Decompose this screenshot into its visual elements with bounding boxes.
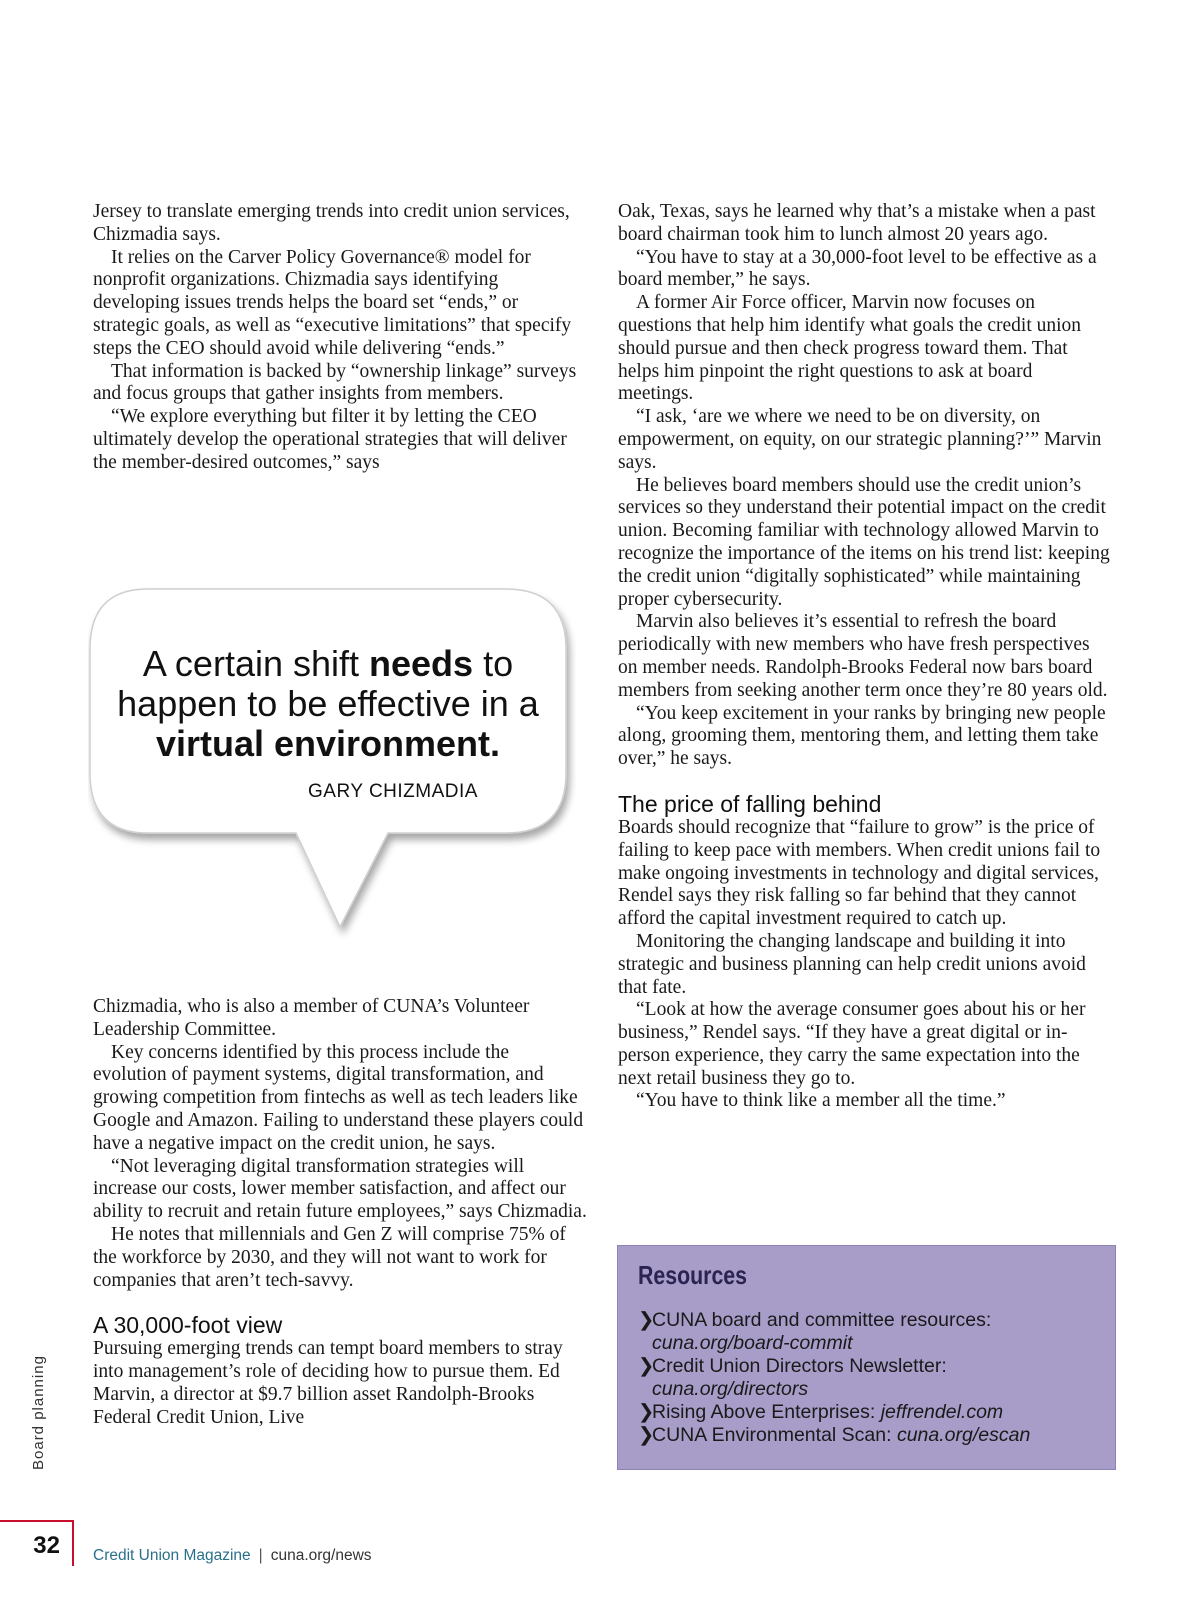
quote-attribution: GARY CHIZMADIA — [308, 781, 478, 802]
resource-item — [638, 1424, 1097, 1447]
resources-title: Resources — [638, 1260, 748, 1290]
speech-bubble-shape — [88, 587, 576, 947]
paragraph: Oak, Texas, says he learned why that’s a mistake when a past board chairman took him to lunch almost 20 years ago. — [618, 201, 1096, 245]
footer-url[interactable]: cuna.org/news — [270, 1547, 372, 1564]
resource-item — [638, 1309, 1097, 1355]
right-column — [618, 201, 1112, 1113]
paragraph: He believes board members should use the credit union’s services so they understand their potential impact on the credit union. Becoming familiar with technology allowed Marvin to recognize the importance of the items on his trend list: keeping the credit union “digitally sophisticated” while maintaining proper cybersecurity. — [618, 474, 1110, 610]
section-heading: The price of falling behind — [618, 790, 882, 817]
pull-quote-callout — [88, 587, 576, 947]
resource-label: CUNA board and committee resources: — [652, 1309, 992, 1331]
paragraph: “I ask, ‘are we where we need to be on diversity, on empowerment, on equity, on our strategic planning?’” Marvin says. — [618, 406, 1102, 473]
page-number: 32 — [0, 1520, 74, 1566]
resources-box — [617, 1245, 1116, 1470]
footer-separator: | — [258, 1547, 263, 1564]
quote-part: A certain shift — [142, 643, 370, 684]
paragraph: Key concerns identified by this process include the evolution of payment systems, digital transformation, and growing competition from fintechs as well as tech leaders like Google and Amazon. Failing to understand these players could have a negative impact on the credit union, he says. — [93, 1041, 584, 1154]
paragraph: “Look at how the average consumer goes about his or her business,” Rendel says. “If they have a great digital or in-person experience, they carry the same expectation into the next retail business they go to. — [618, 999, 1086, 1089]
paragraph: It relies on the Carver Policy Governance® model for nonprofit organizations. Chizmadia says identifying developing issues trends helps the board set “ends,” or strategic goals, as well as “executive limitations” that specify steps the CEO should avoid while delivering “ends.” — [93, 246, 572, 359]
paragraph: “Not leveraging digital transformation strategies will increase our costs, lower member satisfaction, and affect our ability to recruit and retain future employees,” says Chizmadia. — [93, 1155, 587, 1223]
quote-emphasis: virtual environment. — [155, 723, 501, 764]
section-heading: A 30,000-foot view — [93, 1312, 283, 1339]
paragraph: He notes that millennials and Gen Z will comprise 75% of the workforce by 2030, and they will not want to work for companies that aren’t tech-savvy. — [93, 1223, 566, 1291]
resource-link[interactable]: cuna.org/directors — [652, 1378, 809, 1400]
chevron-right-icon: ❯ — [638, 1355, 655, 1377]
resource-link[interactable]: jeffrendel.com — [880, 1401, 1004, 1423]
paragraph: Monitoring the changing landscape and building it into strategic and business planning can help credit unions avoid that fate. — [618, 930, 1086, 998]
left-column-bottom — [93, 996, 587, 1430]
paragraph: Boards should recognize that “failure to grow” is the price of failing to keep pace with members. When credit unions fail to make ongoing investments in technology and digital services, Rendel says they risk falling so far behind that they cannot afford the capital investment required to catch up. — [618, 816, 1101, 930]
section-side-label: Board planning — [30, 1355, 47, 1470]
resource-label: Credit Union Directors Newsletter: — [652, 1355, 947, 1377]
resource-label: CUNA Environmental Scan: — [652, 1424, 897, 1446]
resource-item — [638, 1401, 1097, 1424]
magazine-name: Credit Union Magazine — [93, 1547, 251, 1564]
chevron-right-icon: ❯ — [638, 1309, 655, 1331]
paragraph: A former Air Force officer, Marvin now focuses on questions that help him identify what goals the credit union should pursue and then check progress toward them. That helps him pinpoint the right questions to ask at board meetings. — [618, 292, 1082, 405]
paragraph: “We explore everything but filter it by letting the CEO ultimately develop the operational strategies that will deliver the member-desired outcomes,” says — [93, 406, 567, 473]
resource-link[interactable]: cuna.org/board-commit — [652, 1332, 853, 1354]
footer — [93, 1547, 372, 1565]
paragraph: That information is backed by “ownership linkage” surveys and focus groups that gather insights from members. — [93, 360, 577, 405]
resource-label: Rising Above Enterprises: — [652, 1401, 881, 1423]
resource-item — [638, 1355, 1097, 1401]
paragraph: Marvin also believes it’s essential to refresh the board periodically with new members who have fresh perspectives on member needs. Randolph-Brooks Federal now bars board members from seeking another term once they’re 80 years old. — [618, 611, 1108, 701]
resource-link[interactable]: cuna.org/escan — [896, 1424, 1031, 1446]
paragraph: Pursuing emerging trends can tempt board members to stray into management’s role of deciding how to pursue them. Ed Marvin, a director at $9.7 billion asset Randolph-Brooks Federal Credit Union, Live — [93, 1338, 563, 1428]
pull-quote-text — [108, 644, 548, 764]
chevron-right-icon: ❯ — [638, 1401, 655, 1423]
paragraph: Chizmadia, who is also a member of CUNA’s Volunteer Leadership Committee. — [93, 996, 530, 1040]
left-column-top — [93, 201, 587, 475]
quote-part: to happen to be effective in a — [117, 643, 539, 724]
paragraph: Jersey to translate emerging trends into credit union services, Chizmadia says. — [93, 201, 570, 245]
chevron-right-icon: ❯ — [638, 1424, 655, 1446]
quote-emphasis: needs — [369, 643, 474, 684]
paragraph: “You have to think like a member all the time.” — [636, 1090, 1006, 1112]
paragraph: “You keep excitement in your ranks by bringing new people along, grooming them, mentoring them, and letting them take over,” he says. — [618, 702, 1106, 770]
paragraph: “You have to stay at a 30,000-foot level to be effective as a board member,” he says. — [618, 246, 1097, 291]
